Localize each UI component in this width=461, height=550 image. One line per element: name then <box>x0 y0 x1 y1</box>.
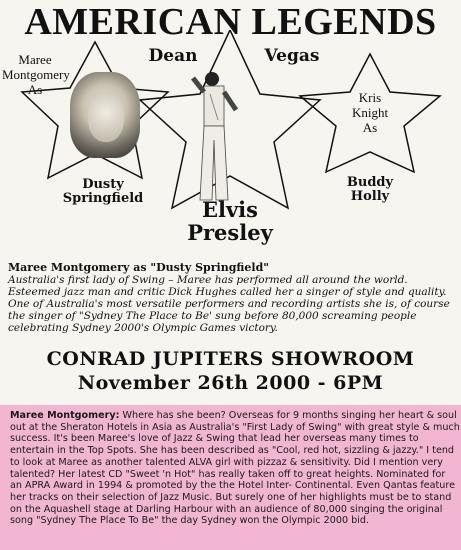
center-performer-last: Vegas <box>264 46 320 66</box>
bio-title: Maree Montgomery as "Dusty Springfield" <box>8 261 270 274</box>
left-performer-line: Maree <box>18 52 52 67</box>
right-legend-line: Holly <box>350 189 390 204</box>
poster-title: AMERICAN LEGENDS <box>24 1 437 43</box>
right-performer <box>340 90 400 135</box>
center-legend <box>170 198 290 244</box>
right-performer-line: Kris <box>358 90 382 105</box>
event-venue: CONRAD JUPITERS SHOWROOM <box>46 348 415 370</box>
center-legend-line: Presley <box>187 220 273 245</box>
right-legend-line: Buddy <box>346 175 394 190</box>
elvis-photo <box>190 70 240 205</box>
profile-lead: Maree Montgomery: <box>10 410 120 421</box>
profile-text <box>10 410 460 527</box>
center-legend-line: Elvis <box>202 197 258 222</box>
event-date: November 26th 2000 - 6PM <box>77 372 384 394</box>
center-performer-first: Dean <box>148 46 198 66</box>
dusty-photo <box>70 72 140 158</box>
left-legend-line: Springfield <box>62 191 144 206</box>
left-legend <box>58 178 148 206</box>
right-performer-line: Knight <box>351 105 389 120</box>
left-performer-line: As <box>27 82 43 97</box>
profile-body: Where has she been? Overseas for 9 months singing her heart & soul out at the Sheraton Hotels in Asia as Australia's "First Lady of Swing" with great style & much success. It's been Maree's love of Jazz & Swing that lead her overseas many times to entertain in the Top Spots. She has been described as "Cool, red hot, sizzling & jazzy." I tend to look at Maree as another talented ALVA girl with pizzaz & sensitivity. Did I mention very talented? Her latest CD "Sweet 'n Hot" has really taken off to great heights. Nominated for an APRA Award in 1994 & promoted by the the Hotel Inter- Continental. Even Qantas feature her tracks on their selection of Jazz Music. But surely one of her highlights must be to stand on the Aquashell stage at Darling Harbour with an audience of 80,000 singing the original song "Sydney The Place To Be" the day Sydney won the Olympic 2000 bid. <box>10 410 460 527</box>
left-performer-line: Montgomery <box>2 67 70 82</box>
left-performer <box>2 52 68 97</box>
right-legend <box>325 176 415 204</box>
bio-text: Australia's first lady of Swing – Maree has performed all around the world. Esteemed jazz man and critic Dick Hughes called her a singer of style and quality. One of Australia's most versatile performers and recording artists she is, of course the singer of "Sydney The Place to Be' sung before 80,000 screaming people celebrating Sydney 2000's Olympic Games victory. <box>8 274 450 334</box>
right-performer-line: As <box>362 120 378 135</box>
left-legend-line: Dusty <box>82 177 124 192</box>
bio-section <box>8 262 453 334</box>
